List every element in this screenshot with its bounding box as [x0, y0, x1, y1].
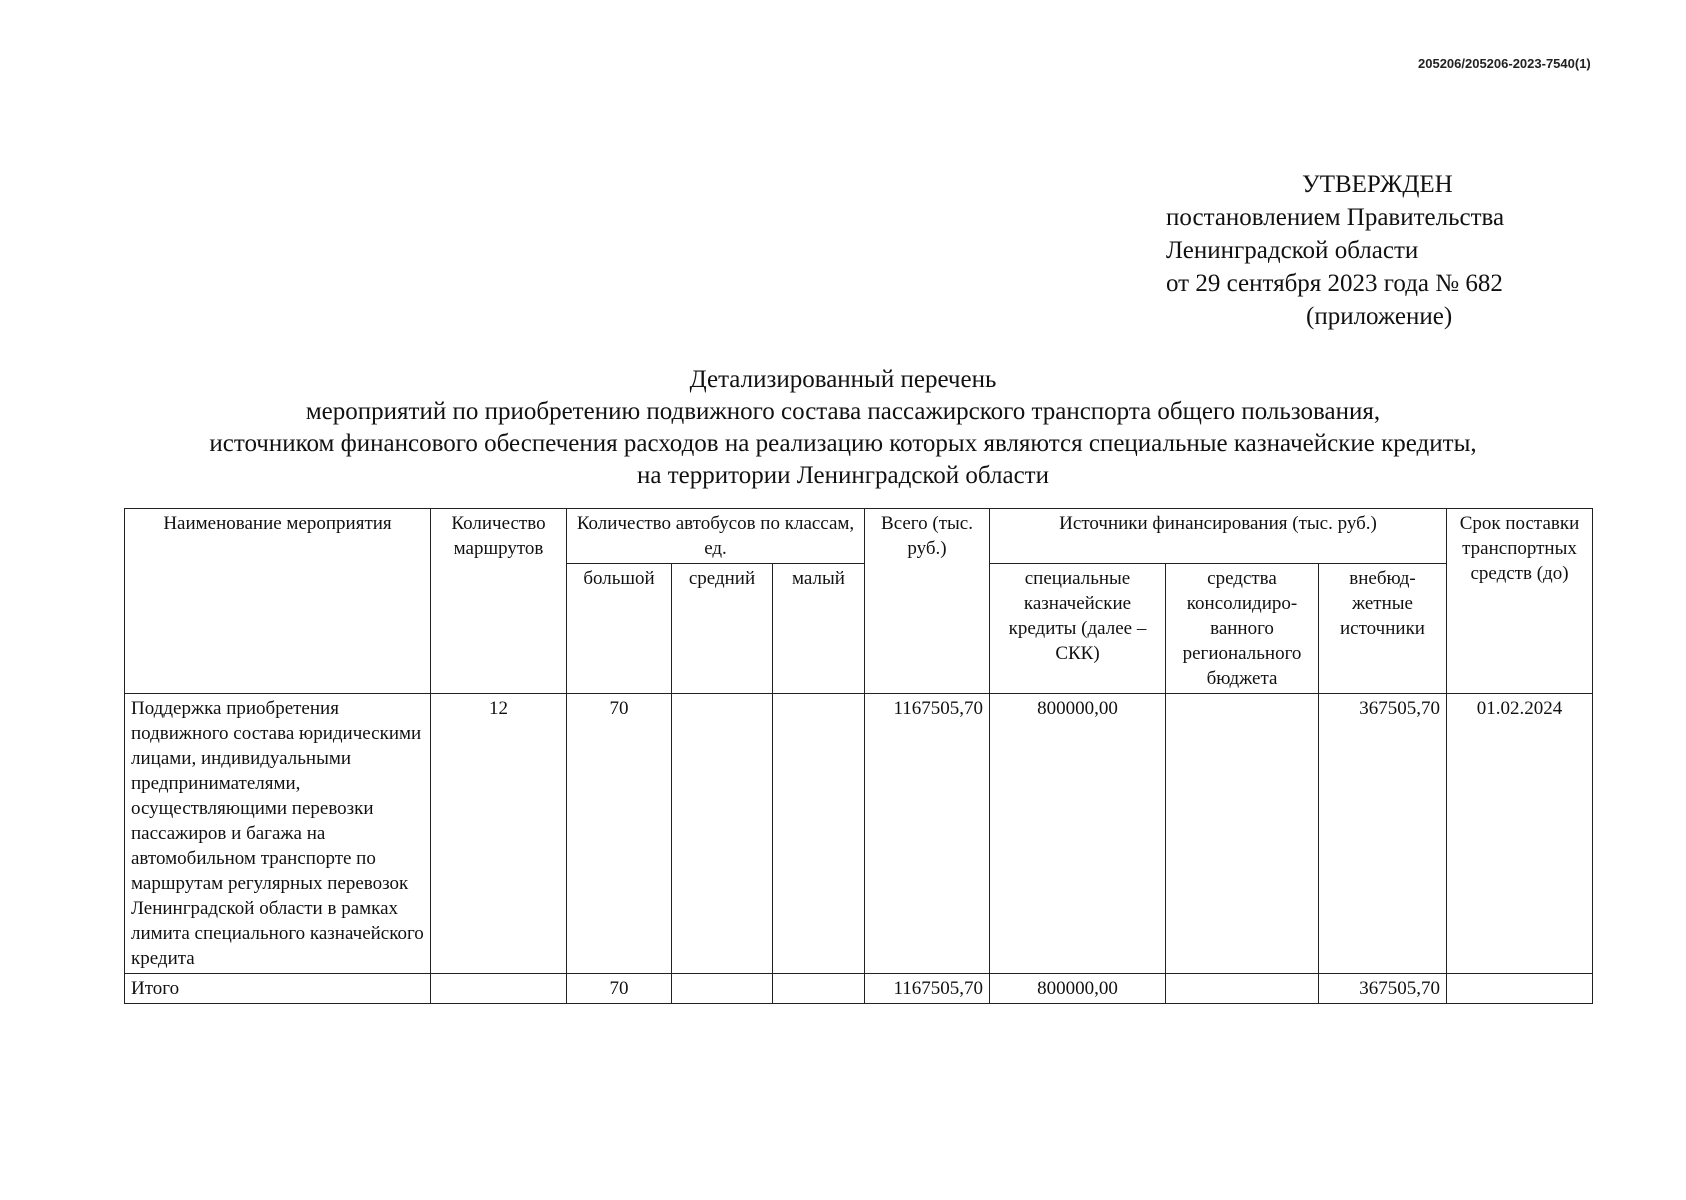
- approval-title: УТВЕРЖДЕН: [1302, 171, 1453, 198]
- header-bus-large: большой: [567, 564, 672, 694]
- cell-routes: 12: [431, 694, 567, 974]
- cell-skk: 800000,00: [990, 694, 1166, 974]
- heading-line-4: на территории Ленинградской области: [637, 462, 1049, 489]
- total-delivery: [1447, 974, 1593, 1004]
- approval-note: (приложение): [1306, 303, 1453, 330]
- header-routes: Количество маршрутов: [431, 509, 567, 694]
- total-sum: 1167505,70: [865, 974, 990, 1004]
- cell-extrabudget: 367505,70: [1319, 694, 1447, 974]
- approval-line-2: Ленинградской области: [1166, 237, 1419, 264]
- header-sources: Источники финансирования (тыс. руб.): [990, 509, 1447, 564]
- cell-total: 1167505,70: [865, 694, 990, 974]
- cell-bus-medium: [672, 694, 773, 974]
- total-extrabudget: 367505,70: [1319, 974, 1447, 1004]
- header-delivery: Срок поставки транспортных средств (до): [1447, 509, 1593, 694]
- header-skk: специальные казначейские кредиты (далее – СКК): [990, 564, 1166, 694]
- total-label: Итого: [125, 974, 431, 1004]
- total-row: [125, 974, 1593, 1004]
- header-extrabudget: внебюд-жетные источники: [1319, 564, 1447, 694]
- total-skk: 800000,00: [990, 974, 1166, 1004]
- header-bus-medium: средний: [672, 564, 773, 694]
- cell-consolidated: [1166, 694, 1319, 974]
- header-consolidated: средства консолидиро-ванного регионального бюджета: [1166, 564, 1319, 694]
- approval-stamp: [1166, 168, 1504, 333]
- total-bus-small: [773, 974, 865, 1004]
- approval-line-3: от 29 сентября 2023 года № 682: [1166, 270, 1503, 297]
- header-bus-small: малый: [773, 564, 865, 694]
- heading-line-1: Детализированный перечень: [689, 366, 997, 393]
- heading-line-3: источником финансового обеспечения расходов на реализацию которых являются специальные казначейские кредиты,: [209, 430, 1477, 457]
- header-total: Всего (тыс. руб.): [865, 509, 990, 694]
- cell-bus-large: 70: [567, 694, 672, 974]
- document-id: 205206/205206-2023-7540(1): [1418, 56, 1591, 71]
- total-routes: [431, 974, 567, 1004]
- cell-name: Поддержка приобретения подвижного состава юридическими лицами, индивидуальными предпринимателями, осуществляющими перевозки пассажиров и багажа на автомобильном транспорте по маршрутам регулярных перевозок Ленинградской области в рамках лимита специального казначейского кредита: [125, 694, 431, 974]
- cell-bus-small: [773, 694, 865, 974]
- cell-delivery: 01.02.2024: [1447, 694, 1593, 974]
- total-bus-medium: [672, 974, 773, 1004]
- document-heading: [0, 364, 1686, 492]
- measures-table: [124, 508, 1593, 1004]
- approval-line-1: постановлением Правительства: [1166, 204, 1505, 231]
- table-row: [125, 694, 1593, 974]
- header-buses: Количество автобусов по классам, ед.: [567, 509, 865, 564]
- total-bus-large: 70: [567, 974, 672, 1004]
- header-name: Наименование мероприятия: [125, 509, 431, 694]
- heading-line-2: мероприятий по приобретению подвижного состава пассажирского транспорта общего пользования,: [305, 398, 1381, 425]
- total-consolidated: [1166, 974, 1319, 1004]
